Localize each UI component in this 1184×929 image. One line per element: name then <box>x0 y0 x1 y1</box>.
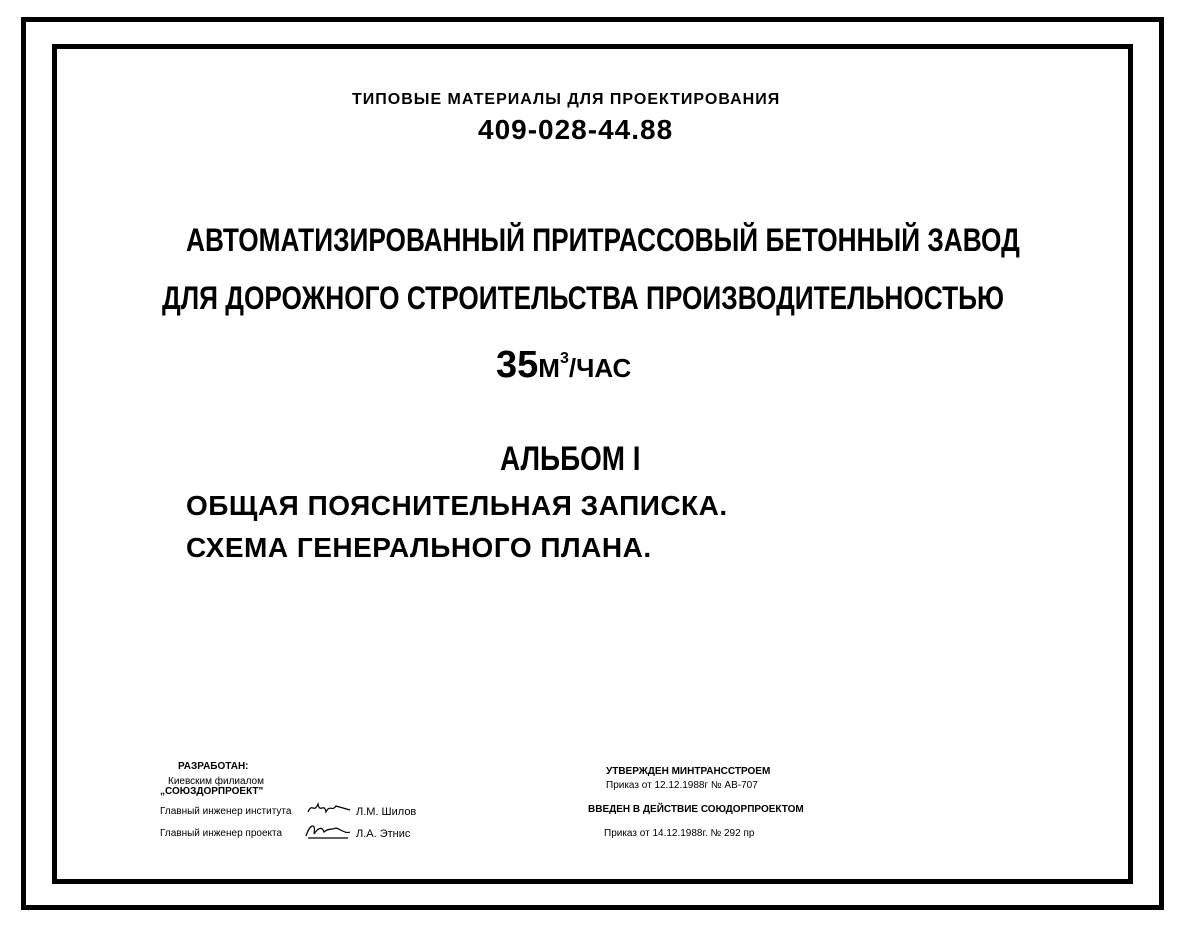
signature-etnis <box>302 818 354 842</box>
capacity <box>496 344 631 387</box>
approved-by: УТВЕРЖДЕН МИНТРАНССТРОЕМ <box>606 766 771 777</box>
album-subtitle-2: СХЕМА ГЕНЕРАЛЬНОГО ПЛАНА. <box>186 532 652 563</box>
developer-heading: РАЗРАБОТАН: <box>178 761 249 772</box>
chief-engineer-project-name: Л.А. Этнис <box>356 828 411 840</box>
capacity-unit-rest: /ЧАС <box>568 353 632 383</box>
album-label: АЛЬБОМ I <box>500 440 641 478</box>
developer-org-line-1: Киевским филиалом <box>168 776 264 787</box>
approval-order-2: Приказ от 14.12.1988г. № 292 пр <box>604 828 755 839</box>
album-subtitle-1: ОБЩАЯ ПОЯСНИТЕЛЬНАЯ ЗАПИСКА. <box>186 490 728 521</box>
series-label: ТИПОВЫЕ МАТЕРИАЛЫ ДЛЯ ПРОЕКТИРОВАНИЯ <box>352 91 781 108</box>
developer-org-line-2: „СОЮЗДОРПРОЕКТ" <box>160 786 264 797</box>
signature-shilov <box>306 798 354 818</box>
chief-engineer-institute-label: Главный инженер института <box>160 806 292 817</box>
approval-order-1: Приказ от 12.12.1988г № АВ-707 <box>606 780 758 791</box>
title-line-1: АВТОМАТИЗИРОВАННЫЙ ПРИТРАССОВЫЙ БЕТОННЫЙ ЗАВОД <box>186 222 1020 258</box>
title-line-2: ДЛЯ ДОРОЖНОГО СТРОИТЕЛЬСТВА ПРОИЗВОДИТЕЛЬНОСТЬЮ <box>162 280 1005 316</box>
chief-engineer-project-label: Главный инженер проекта <box>160 828 283 839</box>
introduced-by: ВВЕДЕН В ДЕЙСТВИЕ СОЮДОРПРОЕКТОМ <box>588 804 804 815</box>
document-code: 409-028-44.88 <box>478 114 674 145</box>
capacity-value: 35 <box>496 344 539 386</box>
capacity-unit-m: М <box>538 353 560 383</box>
chief-engineer-institute-name: Л.М. Шилов <box>356 806 417 818</box>
capacity-unit-exponent: 3 <box>559 350 569 367</box>
